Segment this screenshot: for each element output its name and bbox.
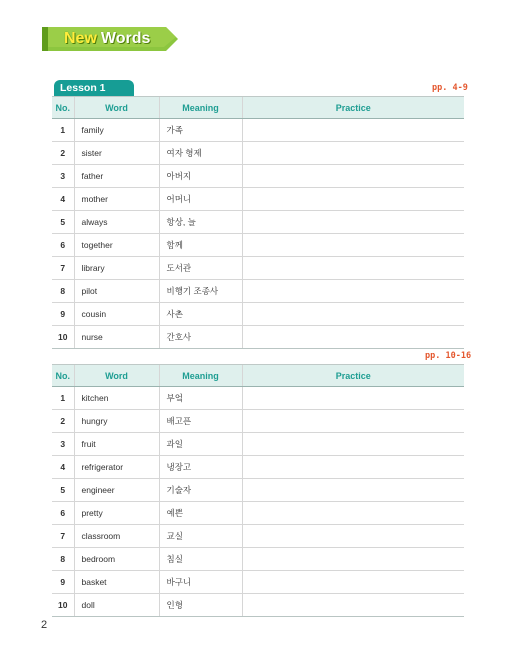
meaning-cell: 도서관 <box>159 257 242 280</box>
word-cell: engineer <box>74 479 159 502</box>
practice-writing-cell[interactable] <box>242 119 464 142</box>
word-cell: father <box>74 165 159 188</box>
word-cell: pilot <box>74 280 159 303</box>
practice-writing-cell[interactable] <box>242 594 464 617</box>
practice-writing-cell[interactable] <box>242 548 464 571</box>
practice-writing-cell[interactable] <box>242 326 464 349</box>
word-cell: library <box>74 257 159 280</box>
table-row <box>52 433 464 456</box>
table-row <box>52 142 464 165</box>
banner-word-new: New <box>64 30 97 47</box>
practice-writing-cell[interactable] <box>242 525 464 548</box>
word-cell: cousin <box>74 303 159 326</box>
word-cell: family <box>74 119 159 142</box>
word-number: 10 <box>52 326 74 349</box>
practice-writing-cell[interactable] <box>242 165 464 188</box>
word-number: 7 <box>52 257 74 280</box>
page-range-2: pp. 10-16 <box>425 351 472 361</box>
word-number: 6 <box>52 234 74 257</box>
meaning-cell: 가족 <box>159 119 242 142</box>
practice-writing-cell[interactable] <box>242 410 464 433</box>
meaning-cell: 어머니 <box>159 188 242 211</box>
word-number: 2 <box>52 142 74 165</box>
word-cell: classroom <box>74 525 159 548</box>
word-cell: bedroom <box>74 548 159 571</box>
meaning-cell: 과일 <box>159 433 242 456</box>
meaning-cell: 예쁜 <box>159 502 242 525</box>
word-cell: nurse <box>74 326 159 349</box>
table-row <box>52 387 464 410</box>
word-cell: together <box>74 234 159 257</box>
practice-writing-cell[interactable] <box>242 479 464 502</box>
vocab-table-2 <box>52 364 464 617</box>
word-number: 4 <box>52 188 74 211</box>
word-cell: refrigerator <box>74 456 159 479</box>
word-number: 10 <box>52 594 74 617</box>
practice-writing-cell[interactable] <box>242 234 464 257</box>
word-cell: sister <box>74 142 159 165</box>
vocab-table-1 <box>52 96 464 349</box>
word-number: 4 <box>52 456 74 479</box>
table-row <box>52 502 464 525</box>
table-row <box>52 410 464 433</box>
banner-title <box>64 29 150 49</box>
meaning-cell: 인형 <box>159 594 242 617</box>
table-row <box>52 548 464 571</box>
page-number: 2 <box>41 619 48 631</box>
word-cell: basket <box>74 571 159 594</box>
header-no: No. <box>52 365 74 387</box>
practice-writing-cell[interactable] <box>242 188 464 211</box>
practice-writing-cell[interactable] <box>242 387 464 410</box>
meaning-cell: 배고픈 <box>159 410 242 433</box>
table-row <box>52 188 464 211</box>
lesson-tab <box>54 80 134 96</box>
meaning-cell: 간호사 <box>159 326 242 349</box>
table-row <box>52 211 464 234</box>
table-row <box>52 165 464 188</box>
practice-writing-cell[interactable] <box>242 571 464 594</box>
word-cell: hungry <box>74 410 159 433</box>
meaning-cell: 함께 <box>159 234 242 257</box>
table-header-row <box>52 97 464 119</box>
practice-writing-cell[interactable] <box>242 257 464 280</box>
table-row <box>52 525 464 548</box>
banner-word-words: Words <box>100 30 151 47</box>
word-number: 5 <box>52 479 74 502</box>
word-cell: mother <box>74 188 159 211</box>
practice-writing-cell[interactable] <box>242 433 464 456</box>
word-number: 3 <box>52 433 74 456</box>
table-row <box>52 479 464 502</box>
meaning-cell: 항상, 늘 <box>159 211 242 234</box>
meaning-cell: 바구니 <box>159 571 242 594</box>
header-practice: Practice <box>242 97 464 119</box>
table-row <box>52 303 464 326</box>
table-row <box>52 119 464 142</box>
word-number: 9 <box>52 303 74 326</box>
word-number: 8 <box>52 280 74 303</box>
word-number: 3 <box>52 165 74 188</box>
lesson-tab-label: Lesson 1 <box>60 82 106 94</box>
meaning-cell: 기술자 <box>159 479 242 502</box>
header-no: No. <box>52 97 74 119</box>
meaning-cell: 비행기 조종사 <box>159 280 242 303</box>
word-cell: fruit <box>74 433 159 456</box>
word-cell: pretty <box>74 502 159 525</box>
word-cell: doll <box>74 594 159 617</box>
table-row <box>52 280 464 303</box>
table-row <box>52 234 464 257</box>
meaning-cell: 침실 <box>159 548 242 571</box>
meaning-cell: 사촌 <box>159 303 242 326</box>
meaning-cell: 아버지 <box>159 165 242 188</box>
table-row <box>52 326 464 349</box>
word-number: 8 <box>52 548 74 571</box>
header-practice: Practice <box>242 365 464 387</box>
header-word: Word <box>74 365 159 387</box>
word-number: 6 <box>52 502 74 525</box>
word-number: 9 <box>52 571 74 594</box>
word-number: 2 <box>52 410 74 433</box>
word-number: 5 <box>52 211 74 234</box>
table-row <box>52 456 464 479</box>
practice-writing-cell[interactable] <box>242 303 464 326</box>
table-header-row <box>52 365 464 387</box>
meaning-cell: 여자 형제 <box>159 142 242 165</box>
word-cell: kitchen <box>74 387 159 410</box>
header-word: Word <box>74 97 159 119</box>
table-row <box>52 594 464 617</box>
header-meaning: Meaning <box>159 365 242 387</box>
meaning-cell: 교실 <box>159 525 242 548</box>
word-cell: always <box>74 211 159 234</box>
word-number: 7 <box>52 525 74 548</box>
new-words-banner <box>42 27 178 51</box>
table-row <box>52 257 464 280</box>
meaning-cell: 부엌 <box>159 387 242 410</box>
practice-writing-cell[interactable] <box>242 456 464 479</box>
word-number: 1 <box>52 387 74 410</box>
header-meaning: Meaning <box>159 97 242 119</box>
practice-writing-cell[interactable] <box>242 502 464 525</box>
table-row <box>52 571 464 594</box>
page-range-1: pp. 4-9 <box>432 83 468 93</box>
meaning-cell: 냉장고 <box>159 456 242 479</box>
practice-writing-cell[interactable] <box>242 142 464 165</box>
practice-writing-cell[interactable] <box>242 280 464 303</box>
practice-writing-cell[interactable] <box>242 211 464 234</box>
word-number: 1 <box>52 119 74 142</box>
